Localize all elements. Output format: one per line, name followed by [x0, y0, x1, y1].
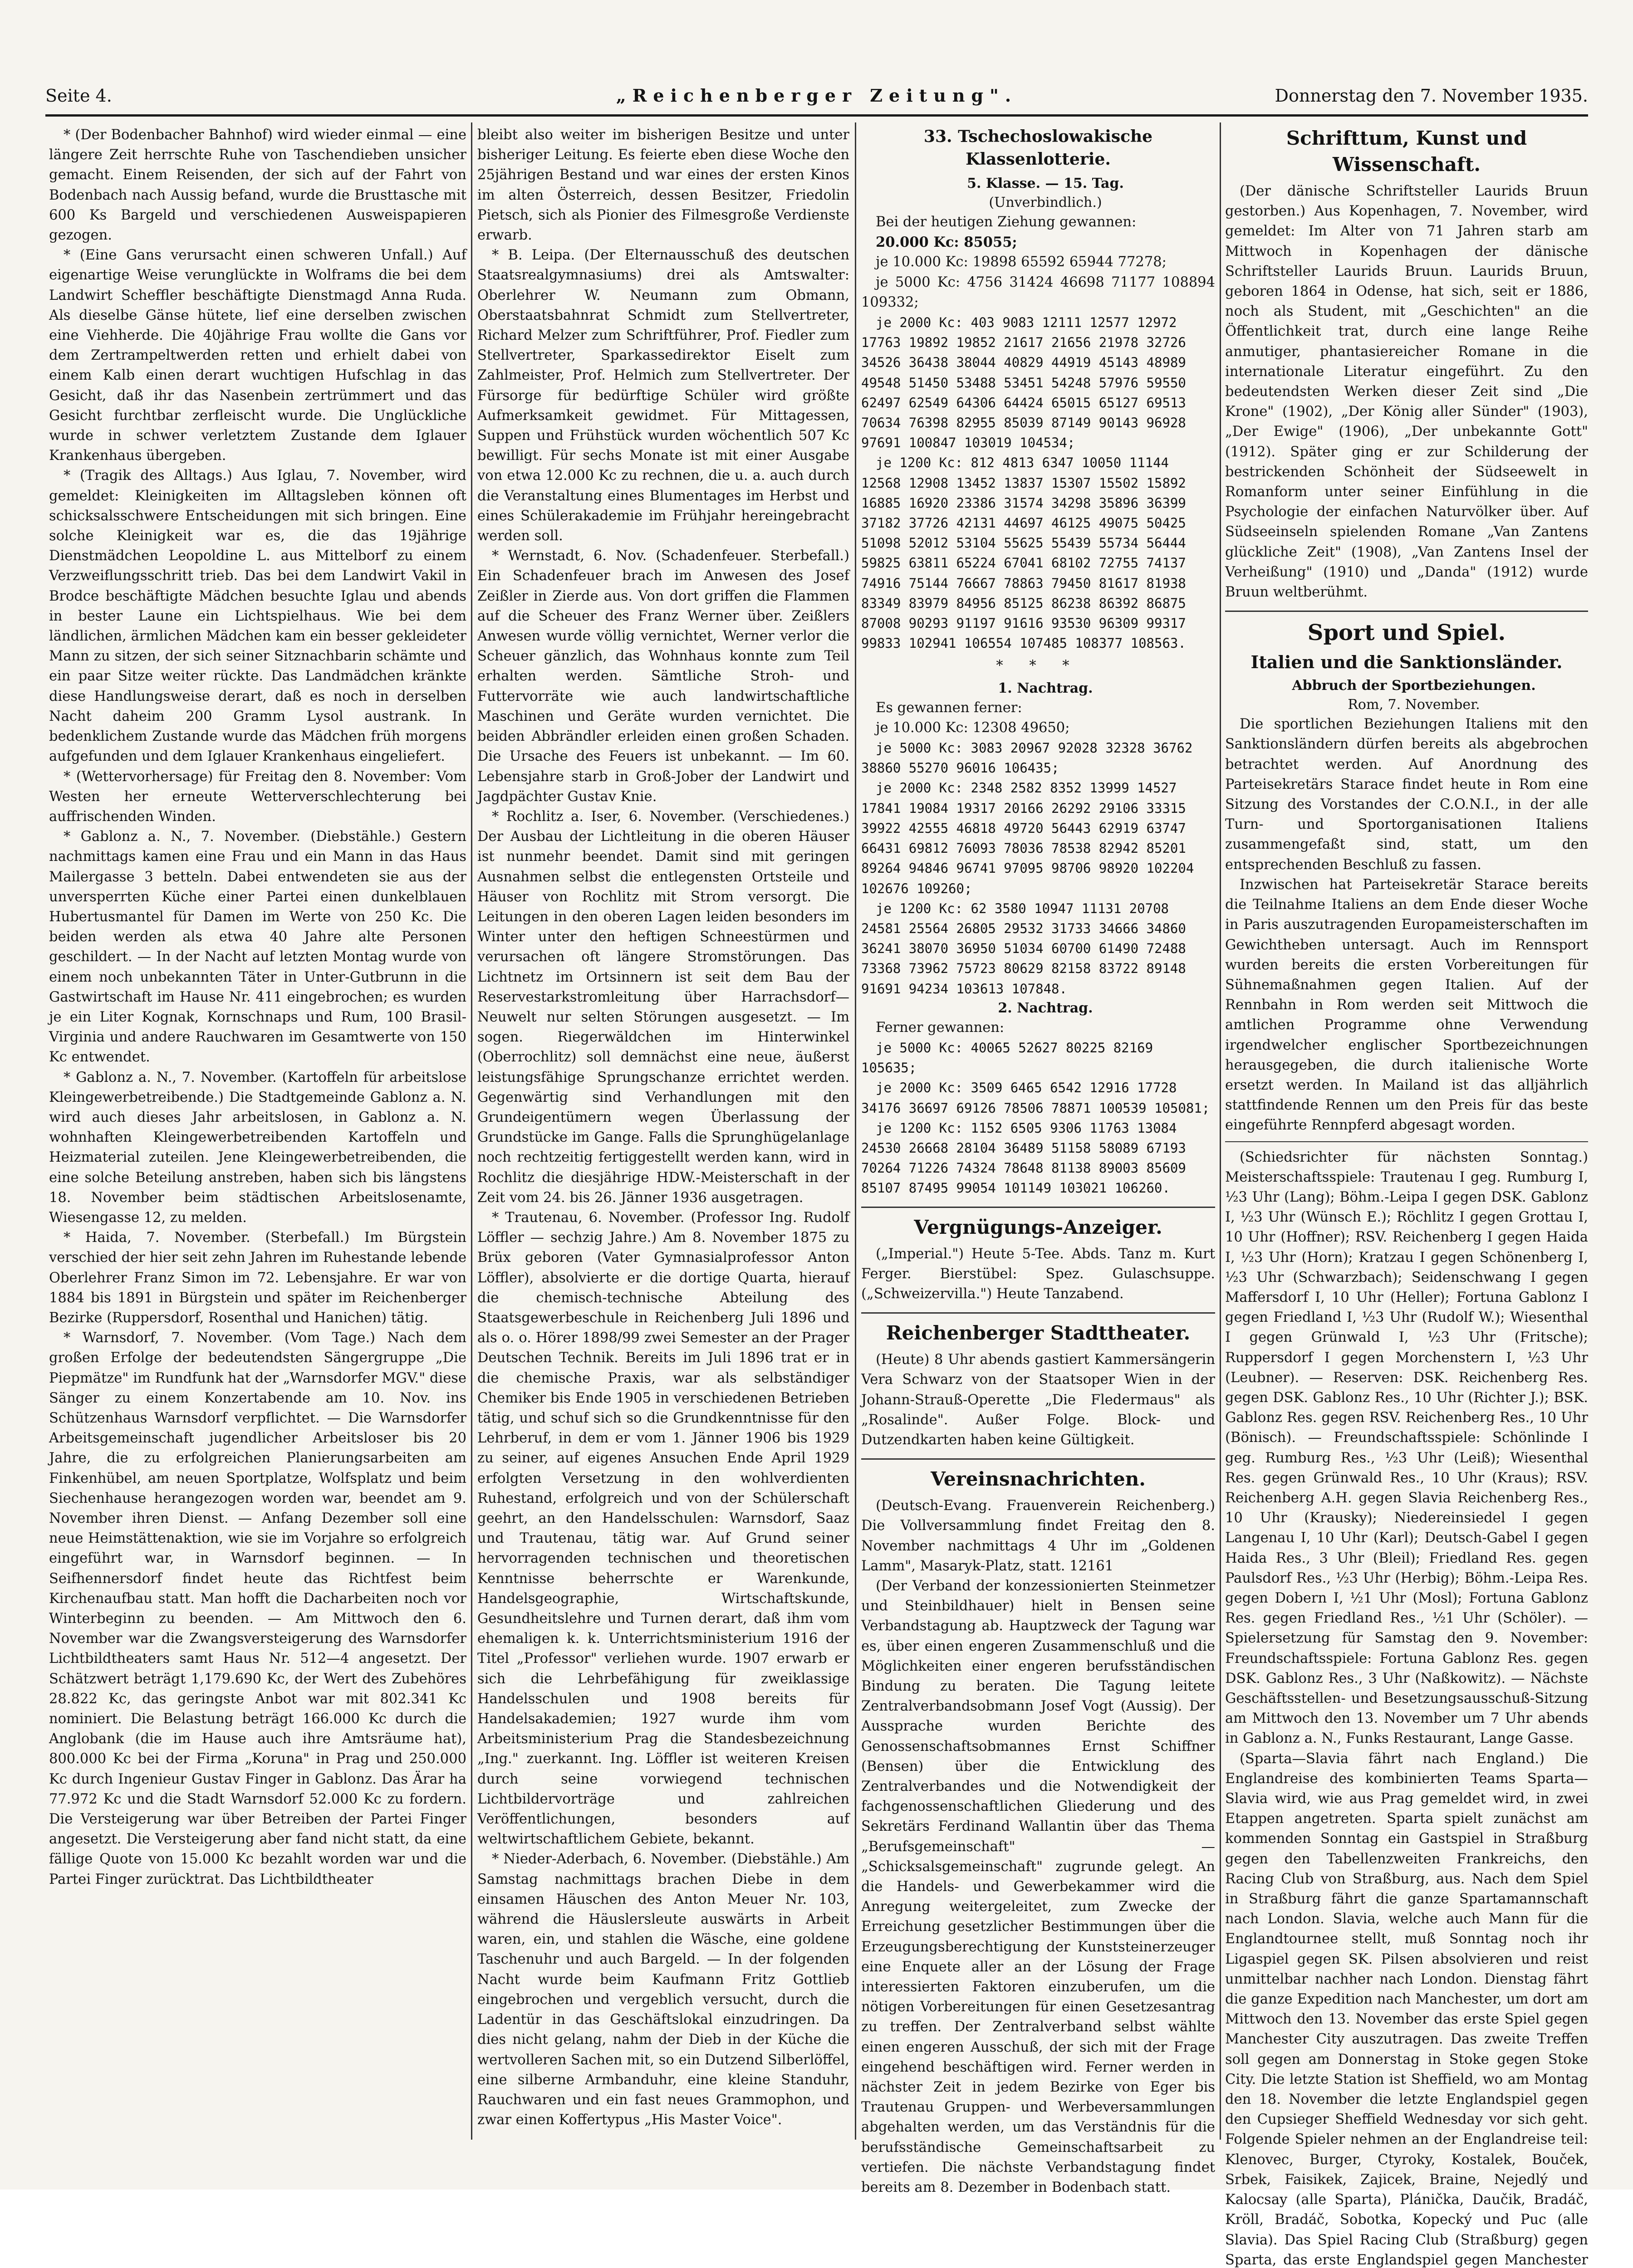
article-sparta-slavia: (Sparta—Slavia fährt nach England.) Die Englandreise des kombinierten Teams Sparta—Slavia wird, wie aus Prag gemeldet wird, in zwei Etappen angetreten. Sparta spielt zunächst am kommenden Sonntag ein Gastspiel in Straßburg gegen den Tabellenzweiten Frankreichs, den Racing Club von Straßburg, aus. Nach dem Spiel in Straßburg fährt die ganze Spartamannschaft nach London. Slavia, welche auch Mann für die Englandtournee stellt, muß Sonntag noch ihr Ligaspiel gegen SK. Pilsen absolvieren und reist unmittelbar nachher nach London. Dienstag fährt die ganze Expedition nach Manchester, um dort am Mittwoch den 13. November das erste Spiel gegen Manchester City auszutragen. Das zweite Treffen soll gegen am Donnerstag in Stoke gegen Stoke City. Die letzte Station ist Sheffield, wo am Montag den 18. November die letzte Englandspiel gegen den Cupsieger Sheffield Wednesday vor sich geht. Folgende Spieler nehmen an der Englandreise teil: Klenovec, Burger, Ctyroky, Kostalek, Bouček, Srbek, Faisikek, Zajicek, Braine, Nejedlý und Kalocsay (alle Sparta), Plánička, Daučik, Bradáč, Kröll, Bradáč, Sobotka, Kopecký und Puc (alle Slavia). Das Spiel Racing Club (Straßburg) gegen Sparta, das erste Englandspiel gegen Manchester — [1225, 1750, 1588, 2268]
article-haida: * Haida, 7. November. (Sterbefall.) Im Bürgstein verschied der hier seit zehn Jahren im Ruhestande lebende Oberlehrer Franz Simon im 72. Lebensjahre. Er war von 1884 bis 1891 in Bürgstein und später im Reichenberger Bezirke (Ruppersdorf, Rosenthal und Hanichen) tätig. — [49, 1230, 466, 1326]
article-gablonz-diebstaehle: * Gablonz a. N., 7. November. (Diebstähle.) Gestern nachmittags kamen eine Frau und ein Mann in das Haus Mailergasse 3 betteln. Dabei entwendeten sie aus der unversperrten Küche einer Partei einen dunkelblauen Hubertusmantel für Damen im Werte von 250 Kc. Die beiden werden als etwa 40 Jahre alte Personen geschildert. — In der Nacht auf letzten Montag wurde von einem noch unbekannten Täter in Unter-Gutbrunn in die Gastwirtschaft im Hause Nr. 411 eingebrochen; es wurden je ein Liter Kognak, Kornschnaps und Rum, 100 Brasil-Virginia und andere Rauchwaren im Gesamtwerte von 150 Kc entwendet. — [49, 829, 466, 1066]
verein-frauenverein: (Deutsch-Evang. Frauenverein Reichenberg.) Die Vollversammlung findet Freitag den 8. November nachmittags 4 Uhr im „Goldenen Lamm", Masaryk-Platz, statt. 12161 — [861, 1498, 1215, 1574]
article-leipa: * B. Leipa. (Der Elternausschuß des deutschen Staatsrealgymnasiums) drei als Amtswalter: Oberlehrer W. Neumann zum Obmann, Oberstaatsbahnrat Schmidt zum Stellvertreter, Richard Melzer zum Schriftführer, Prof. Fiedler zum Stellvertreter, Sparkassedirektor Eiselt zum Zahlmeister, Prof. Helmich zum Stellvertreter. Der Fürsorge für bedürftige Schüler wird größte Aufmerksamkeit gewidmet. Für Mittagessen, Suppen und Frühstück wurden wöchentlich 507 Kc bewilligt. Für sechs Monate ist mit einer Ausgabe von etwa 12.000 Kc zu rechnen, die u. a. auch durch die Veranstaltung eines Blumentages im Herbst und eines Schülerakademie im Frühjahr hereingebracht werden soll. — [477, 247, 849, 544]
nachtrag-2-title: 2. Nachtrag. — [998, 1000, 1093, 1016]
verein-title: Vereinsnachrichten. — [931, 1468, 1146, 1491]
article-wetter: * (Wettervorhersage) für Freitag den 8. November: Vom Westen her erneute Wetterverschlechterung bei auffrischenden Winden. — [49, 768, 466, 825]
section-rule — [861, 1312, 1215, 1314]
lottery-win-2000: je 2000 Kc: 403 9083 12111 12577 12972 17763 19892 19852 21617 21656 21978 32726 34526 36438 38044 40829 44919 45143 48989 49548 51450 53488 53451 54248 57976 59550 62497 62549 64306 64424 65015 65127 69513 70634 76398 82955 85039 87149 90143 96928 97691 100847 103019 104534; — [861, 315, 1186, 451]
article-gablonz-kartoffeln: * Gablonz a. N., 7. November. (Kartoffeln für arbeitslose Kleingewerbetreibende.) Die Stadtgemeinde Gablonz a. N. wird auch dieses Jahr arbeitslosen, in Gablonz a. N. wohnhaften Kleingewerbetreibenden Kartoffeln und Heizmaterial zuteilen. Jene Kleingewerbetreibenden, die eine solche Beteilung anstreben, haben sich bis längstens 18. November beim städtischen Arbeitslosenamte, Wiesengasse 12, zu melden. — [49, 1069, 466, 1226]
header-rule — [45, 114, 1588, 117]
article-warnsdorf: * Warnsdorf, 7. November. (Vom Tage.) Nach dem großen Erfolge der bedeutendsten Sängergruppe „Die Piepmätze" im Rundfunk hat der „Warnsdorfer MGV." diese Sänger zu einem Konzertabende am 10. Nov. ins Schützenhaus Warnsdorf verpflichtet. — Die Warnsdorfer Arbeitsgemeinschaft jugendlicher Arbeitsloser bis 20 Jahre, die zu erfolgreichen Planierungsarbeiten am Finkenhübel, am neuen Sportplatze, Wolfsplatz und beim Siechenhause herangezogen worden war, beendet am 9. November ihren Dienst. — Anfang Dezember soll eine neue Heimstättenaktion, wie sie im Vorjahre so erfolgreich eingeführt war, in Warnsdorf beginnen. — In Seifhennersdorf findet heute das Richtfest beim Kirchenaufbau statt. Man hofft die Dacharbeiten noch vor Winterbeginn zu beenden. — Am Mittwoch den 6. November war die Zwangsversteigerung des Warnsdorfer Lichtbildtheaters samt Haus Nr. 512—4 angesetzt. Der Schätzwert beträgt 1,179.690 Kc, der Wert des Zubehöres 28.822 Kc, das geringste Anbot war mit 802.341 Kc nominiert. Die Belastung beträgt 166.000 Kc durch die Anglobank (die im Hause auch ihre Amtsräume hat), 800.000 Kc bei der Firma „Koruna" in Prag und 250.000 Kc durch Ingenieur Gustav Finger in Gablonz. Das Ärar ha 77.972 Kc und die Stadt Warnsdorf 52.000 Kc zu fordern. Die Versteigerung war über Betreiben der Partei Finger angesetzt. Die Versteigerung aber fand nicht statt, da eine fällige Quote von 15.000 Kc bezahlt worden war und die Partei Finger zurücktrat. Das Lichtbildtheater — [49, 1330, 466, 1887]
theater-title: Reichenberger Stadttheater. — [886, 1322, 1191, 1344]
verein-steinmetzer: (Der Verband der konzessionierten Steinmetzer und Steinbildhauer) hielt in Bensen seine Verbandstagung ab. Hauptzweck der Tagung war es, über einen engeren Zusammenschluß und die Möglichkeiten einer engeren berufsständischen Bindung zu beraten. Die Tagung leitete Zentralverbandsobmann Josef Vogt (Aussig). Der Aussprache wurden Berichte des Genossenschaftsobmannes Ernst Schiffner (Bensen) über die Entwicklung des Zentralverbandes und die Notwendigkeit der fachgenossenschaftlichen Gliederung und des Sekretärs Ferdinand Wallantin über das Thema „Berufsgemeinschaft" — „Schicksalsgemeinschaft" zugrunde gelegt. An die Handels- und Gewerbekammer wird die Anregung weitergeleitet, zum Zwecke der Erreichung gesetzlicher Bestimmungen über die Erzeugungsberechtigung der Kunststeinerzeuger eine Enquete aller an der Lösung der Frage interessierten Faktoren einzuberufen, um die nötigen Vorbereitungen für einen Gesetzesantrag zu treffen. Der Zentralverband selbst wählte einen engeren Ausschuß, der sich mit der Frage eingehend beschäftigen wird. Ferner werden in nächster Zeit in jedem Bezirke von Eger bis Trautenau Gruppen- und Werbeversammlungen abgehalten werden, um das Verständnis für die berufsständische Gemeinschaftsarbeit zu vertiefen. Die nächste Verbandstagung findet bereits am 8. Dezember in Bodenbach statt. — [861, 1578, 1215, 2196]
column-3 — [861, 125, 1215, 2196]
vergnuegungs-title: Vergnügungs-Anzeiger. — [914, 1216, 1162, 1238]
article-bodenbach: * (Der Bodenbacher Bahnhof) wird wieder einmal — eine längere Zeit herrschte Ruhe von Taschendieben unsicher gemacht. Einem Reisenden, der sich auf der Fahrt von Bodenbach nach Aussig befand, wurde die Brusttasche mit 600 Ks Bargeld und verschiedenen Ausweispapieren gezogen. — [49, 127, 466, 244]
sport-subtitle: Italien und die Sanktionsländer. — [1250, 652, 1563, 673]
page-header — [45, 81, 1588, 111]
lottery-title: 33. Tschechoslowakische Klassenlotterie. — [923, 127, 1153, 169]
section-rule — [861, 1458, 1215, 1460]
issue-date: Donnerstag den 7. November 1935. — [1275, 86, 1588, 106]
section-rule — [1225, 1141, 1588, 1142]
article-nieder-aderbach: * Nieder-Aderbach, 6. November. (Diebstähle.) Am Samstag nachmittags brachen Diebe in dem einsamen Häuschen des Anton Meuer Nr. 103, während die Häuslersleute auswärts in Arbeit waren, ein, und stahlen die Wäsche, eine goldene Taschenuhr und auch Bargeld. — In der folgenden Nacht wurde beim Kaufmann Fritz Gottlieb eingebrochen und vergeblich versucht, durch die Ladentür in das Geschäftslokal einzudringen. Da dies nicht gelang, nahm der Dieb in der Küche die wertvolleren Sachen mit, so ein Dutzend Silberlöffel, eine silberne Armbanduhr, eine kleine Standuhr, Rauchwaren und ein fast neues Grammophon, und zwar einen Koffertypus „His Master Voice". — [477, 1851, 849, 2128]
column-divider — [855, 122, 856, 2140]
nachtrag-2-intro: Ferner gewannen: — [876, 1019, 1005, 1036]
schrifttum-title: Schrifttum, Kunst und Wissenschaft. — [1286, 127, 1527, 176]
nachtrag-2-win-1200: je 1200 Kc: 1152 6505 9306 11763 13084 24530 26668 28104 36489 51158 58089 67193 70264 71226 74324 78648 81138 89003 85609 85107 87495 99054 101149 103021 106260. — [861, 1120, 1186, 1196]
column-2 — [477, 125, 849, 2135]
nachtrag-1-win-2000: je 2000 Kc: 2348 2582 8352 13999 14527 17841 19084 19317 20166 26292 29106 33315 39922 42555 46818 49720 56443 62919 63747 66431 69812 76093 78036 78538 82942 85201 89264 94846 96741 97095 98706 98920 102204 102676 109260; — [861, 780, 1194, 896]
sport-dateline: Rom, 7. November. — [1348, 697, 1480, 713]
column-4 — [1225, 125, 1588, 2268]
article-bruun: (Der dänische Schriftsteller Laurids Bruun gestorben.) Aus Kopenhagen, 7. November, wird gemeldet: Im Alter von 71 Jahren starb am Mittwoch in Kopenhagen der dänische Schriftsteller Laurids Bruun. Laurids Bruun, geboren 1864 in Odense, hat sich, seit er 1886, noch als Student, mit „Geschichten" an die Öffentlichkeit trat, durch eine lange Reihe anmutiger, phantasiereicher Romane in die internationale Literatur eingeführt. Zu den bedeutendsten Werken dieser Zeit sind „Die Krone" (1902), „Der König aller Sünder" (1903), „Der Ewige" (1906), „Der unbekannte Gott" (1912). Später ging er zur Schilderung der bestrickenden Schönheit der Südseewelt in Romanform unter seiner Einfühlung in die Psychologie der einfachen Naturvölker über. Auf Südseeinseln spielenden Romane „Van Zantens glückliche Zeit" (1908), „Van Zantens Insel der Verheißung" (1910) und „Danda" (1912) wurde Bruun weltberühmt. — [1225, 183, 1588, 601]
article-rochlitz: * Rochlitz a. Iser, 6. November. (Verschiedenes.) Der Ausbau der Lichtleitung in die oberen Häuser ist nunmehr beendet. Damit sind mit geringen Ausnahmen selbst die entlegensten Ortsteile und Häuser von Rochlitz mit Strom versorgt. Die Leitungen in den oberen Lagen leiden besonders im Winter unter den heftigen Schneestürmen und verursachen oft längere Stromstörungen. Das Lichtnetz im Ortsinnern ist seit dem Bau der Reservestarkstromleitung über Harrachsdorf—Neuwelt nur selten Störungen ausgesetzt. — Im sogen. Riegerwäldchen im Hinterwinkel (Oberrochlitz) soll demnächst eine neue, äußerst leistungsfähige Sprungschanze errichtet werden. Gegenwärtig sind Verhandlungen mit den Grundeigentümern wegen Überlassung der Grundstücke im Gange. Falls die Sprunghügelanlage noch rechtzeitig fertiggestellt werden kann, wird in Rochlitz die diesjährige HDW.-Meisterschaft in der Zeit vom 24. bis 26. Jänner 1936 ausgetragen. — [477, 808, 849, 1206]
column-divider — [471, 122, 472, 2140]
section-rule — [861, 1207, 1215, 1208]
lottery-disclaimer: (Unverbindlich.) — [989, 195, 1102, 210]
article-italien-2: Inzwischen hat Parteisekretär Starace bereits die Teilnahme Italiens an dem Ende dieser Woche in Paris auszutragenden Europameisterschaften im Gewichtheben untersagt. Auch im Rennsport wurden bereits die ersten Vorbereitungen für Sühnemaßnahmen gegen Italien. Auf der Rennbahn in Rom werden seit Mittwoch die amtlichen Programme ohne Verwendung irgendwelcher englischer Sportbezeichnungen herausgegeben, die durch italienische Worte ersetzt werden. In Mailand ist das alljährlich stattfindende Rennen um den Preis für das beste eingeführte Rennpferd abgesagt worden. — [1225, 876, 1588, 1134]
column-divider — [1220, 122, 1221, 2140]
separator-stars: * * * — [996, 658, 1080, 674]
lottery-win-1200: je 1200 Kc: 812 4813 6347 10050 11144 12568 12908 13452 13837 15307 15502 15892 16885 16920 23386 31574 34298 35896 36399 37182 37726 42131 44697 46125 49075 50425 51098 52012 53104 55625 55439 55734 56444 59825 63811 65224 67041 68102 72755 74137 74916 75144 76667 78863 79450 81617 81938 83349 83979 84956 85125 86238 86392 86875 87008 90293 91197 91616 93530 96309 99317 99833 102941 106554 107485 108377 108563. — [861, 455, 1186, 651]
theater-text: (Heute) 8 Uhr abends gastiert Kammersängerin Vera Schwarz von der Staatsoper Wien in der Johann-Strauß-Operette „Die Fledermaus" als „Rosalinde". Außer Folge. Block- und Dutzendkarten haben keine Gültigkeit. — [861, 1352, 1215, 1448]
nachtrag-1-title: 1. Nachtrag. — [998, 680, 1093, 696]
article-trautenau: * Trautenau, 6. November. (Professor Ing. Rudolf Löffler — sechzig Jahre.) Am 8. November 1875 zu Brüx geboren (Vater Gymnasialprofessor Anton Löffler), absolvierte er die dortige Quarta, hierauf die chemisch-technische Abteilung des Staatsgewerbeschule in Reichenberg Juli 1896 und als o. o. Hörer 1898/99 zwei Semester an der Prager Deutschen Technik. Bereits im Juli 1896 trat er in die chemische Praxis, war als selbständiger Chemiker bis Ende 1905 in verschiedenen Betrieben tätig, und schuf sich so die Grundkenntnisse für den Lehrberuf, in dem er vom 1. Jänner 1906 bis 1929 zu seiner, auf eigenes Ansuchen Ende April 1929 erfolgten Versetzung in den wohlverdienten Ruhestand, erfolgreich und von der Schülerschaft geehrt, an den Handelsschulen: Warnsdorf, Saaz und Trautenau, tätig war. Auf Grund seiner hervorragenden technischen und theoretischen Kenntnisse beherrschte er Warenkunde, Handelsgeographie, Wirtschaftskunde, Gesundheitslehre und Turnen derart, daß ihm vom ehemaligen k. k. Unterrichtsministerium 1916 der Titel „Professor" verliehen wurde. 1907 erwarb er sich die Lehrbefähigung für zweiklassige Handelsschulen und 1908 bereits für Handelsakademien; 1927 wurde ihm vom Arbeitsministerium Prag die Standesbezeichnung „Ing." zuerkannt. Ing. Löffler ist weiteren Kreisen durch seine vorwiegend technischen Lichtbildervorträge und zahlreichen Veröffentlichungen, besonders auf weltwirtschaftlichem Gebiete, bekannt. — [477, 1209, 849, 1848]
nachtrag-1-win-1200: je 1200 Kc: 62 3580 10947 11131 20708 24581 25564 26805 29532 31733 34666 34860 36241 38070 36950 51034 60700 61490 72488 73368 73962 75723 80629 82158 83722 89148 91691 94234 103613 107848. — [861, 900, 1186, 997]
article-wernstadt: * Wernstadt, 6. Nov. (Schadenfeuer. Sterbefall.) Ein Schadenfeuer brach im Anwesen des Josef Zeißler in Zierde aus. Von dort griffen die Flammen auf die Scheuer des Franz Werner über. Zeißlers Anwesen wurde völlig vernichtet, Werner verlor die Scheuer gänzlich, das Wohnhaus konnte zum Teil erhalten werden. Sämtliche Stroh- und Futtervorräte wie auch landwirtschaftliche Maschinen und Geräte wurden vernichtet. Die beiden Abbrändler erleiden einen großen Schaden. Die Ursache des Feuers ist unbekannt. — Im 60. Lebensjahre starb in Groß-Jober der Landwirt und Jagdpächter Gustav Knie. — [477, 548, 849, 805]
section-rule — [1225, 611, 1588, 612]
article-schiedsrichter: (Schiedsrichter für nächsten Sonntag.) Meisterschaftsspiele: Trautenau I geg. Rumburg I, ½3 Uhr (Lang); Böhm.-Leipa I gegen DSK. Gablonz I, ½3 Uhr (Wünsch E.); Röchlitz I gegen Grottau I, 10 Uhr (Hoffner); RSV. Reichenberg I gegen Haida I, ½3 Uhr (Horn); Kratzau I gegen Schönenberg I, ½3 Uhr (Schwarzbach); Seidenschwang I gegen Maffersdorf I, 10 Uhr (Heller); Fortuna Gablonz I gegen Friedland I, ½3 Uhr (Rudolf W.); Wiesenthal I gegen Grünwald I, ½3 Uhr (Fritsche); Ruppersdorf I gegen Morchenstern I, ½3 Uhr (Leubner). — Reserven: DSK. Reichenberg Res. gegen DSK. Gablonz Res., 10 Uhr (Richter J.); BSK. Gablonz Res. gegen RSV. Reichenberg Res., 10 Uhr (Bönisch). — Freundschaftsspiele: Schönlinde I geg. Rumburg Res., ½3 Uhr (Leiß); Wiesenthal Res. gegen Grünwald Res., 10 Uhr (Kraus); RSV. Reichenberg A.H. gegen Slavia Reichenberg Res., 10 Uhr (Krausky); Niedereinsiedel I gegen Langenau I, 10 Uhr (Karl); Deutsch-Gabel I gegen Haida Res., 3 Uhr (Bleil); Friedland Res. gegen Paulsdorf Res., ½3 Uhr (Herbig); Böhm.-Leipa Res. gegen Dobern I, ½1 Uhr (Mosl); Fortuna Gablonz Res. gegen Friedland Res., ½1 Uhr (Schöler). — Spielersetzung für Samstag den 9. November: Freundschaftsspiele: Fortuna Gablonz Res. gegen DSK. Gablonz Res., 3 Uhr (Naßkowitz). — Nächste Geschäftsstellen- und Besetzungsausschuß-Sitzung am Mittwoch den 13. November um 7 Uhr abends in Gablonz a. N., Funks Restaurant, Lange Gasse. — [1225, 1149, 1588, 1747]
article-gans: * (Eine Gans verursacht einen schweren Unfall.) Auf eigenartige Weise verunglückte in Wolframs die bei dem Landwirt Scheffler beschäftigte Dienstmagd Anna Ruda. Als dieselbe Gänse hütete, lief eine derselben zwischen eine Viehherde. Die 40jährige Frau wollte die Gans vor dem Zertrampeltwerden retten und erhielt dabei von einem Kalb einen derart wuchtigen Hufschlag in das Gesicht, daß ihr das Nasenbein zertrümmert und das Gesicht furchtbar zerfleischt wurde. Die Unglückliche wurde in schwer verletztem Zustande dem Iglauer Krankenhaus übergeben. — [49, 247, 466, 464]
sport-subtitle-2: Abbruch der Sportbeziehungen. — [1292, 678, 1536, 694]
page-number: Seite 4. — [45, 86, 112, 106]
lottery-win-5000: je 5000 Kc: 4756 31424 46698 71177 108894 109332; — [861, 274, 1215, 310]
nachtrag-2-win-5000: je 5000 Kc: 40065 52627 80225 82169 105635; — [861, 1040, 1153, 1076]
vergnuegungs-text: („Imperial.") Heute 5-Tee. Abds. Tanz m. Kurt Ferger. Bierstübel: Spez. Gulaschsuppe. („Schweizervilla.") Heute Tanzabend. — [861, 1246, 1215, 1302]
sport-title: Sport und Spiel. — [1307, 620, 1506, 646]
nachtrag-1-win-10000: je 10.000 Kc: 12308 49650; — [876, 719, 1070, 736]
lottery-win-20000: 20.000 Kc: 85055; — [876, 234, 1017, 251]
lottery-win-10000: je 10.000 Kc: 19898 65592 65944 77278; — [876, 254, 1167, 270]
nachtrag-1-intro: Es gewannen ferner: — [876, 699, 1022, 716]
lottery-intro: Bei der heutigen Ziehung gewannen: — [876, 214, 1137, 230]
nachtrag-1-win-5000: je 5000 Kc: 3083 20967 92028 32328 36762 38860 55270 96016 106435; — [861, 740, 1193, 776]
masthead: „Reichenberger Zeitung". — [616, 85, 1018, 106]
article-lichtbildtheater-cont: bleibt also weiter im bisherigen Besitze und unter bisheriger Leitung. Es feierte eben diese Woche den 25jährigen Bestand und war eines der ersten Kinos im alten Österreich, dessen Besitzer, Friedolin Pietsch, sich als Pionier des Filmesgroße Verdienste erwarb. — [477, 127, 849, 244]
nachtrag-2-win-2000: je 2000 Kc: 3509 6465 6542 12916 17728 34176 36697 69126 78506 78871 100539 105081; — [861, 1080, 1210, 1116]
column-1 — [49, 125, 466, 2135]
article-tragik: * (Tragik des Alltags.) Aus Iglau, 7. November, wird gemeldet: Kleinigkeiten im Alltagsleben können oft schicksalsschwere Entscheidungen mit sich bringen. Eine solche Kleinigkeit war es, die das 19jährige Dienstmädchen Leopoldine L. aus Mittelborf zu einem Verzweiflungsschritt trieb. Das bei dem Landwirt Vakil in Brodce beschäftigte Mädchen besuchte Iglau und abends in bester Laune ein Lichtspielhaus. Wie bei dem ländlichen, ärmlichen Mädchen kam ein besser gekleideter Mann zu sitzen, der sich seiner Sitznachbarin schämte und ein paar Sitze weiter rückte. Das Landmädchen kränkte diese Handlungsweise derart, daß es noch in derselben Nacht daheim 200 Gramm Lysol austrank. In bedenklichem Zustande wurde das Mädchen früh morgens aufgefunden und dem Iglauer Krankenhaus eingeliefert. — [49, 468, 466, 765]
article-italien-1: Die sportlichen Beziehungen Italiens mit den Sanktionsländern dürfen bereits als abgebrochen betrachtet werden. Auf Anordnung des Parteisekretärs Starace findet heute in Rom eine Sitzung des Vorstandes der C.O.N.I., in der alle Turn- und Sportorganisationen Italiens zusammengefaßt sind, statt, um den entsprechenden Beschluß zu fassen. — [1225, 716, 1588, 873]
lottery-class: 5. Klasse. — 15. Tag. — [967, 176, 1124, 191]
